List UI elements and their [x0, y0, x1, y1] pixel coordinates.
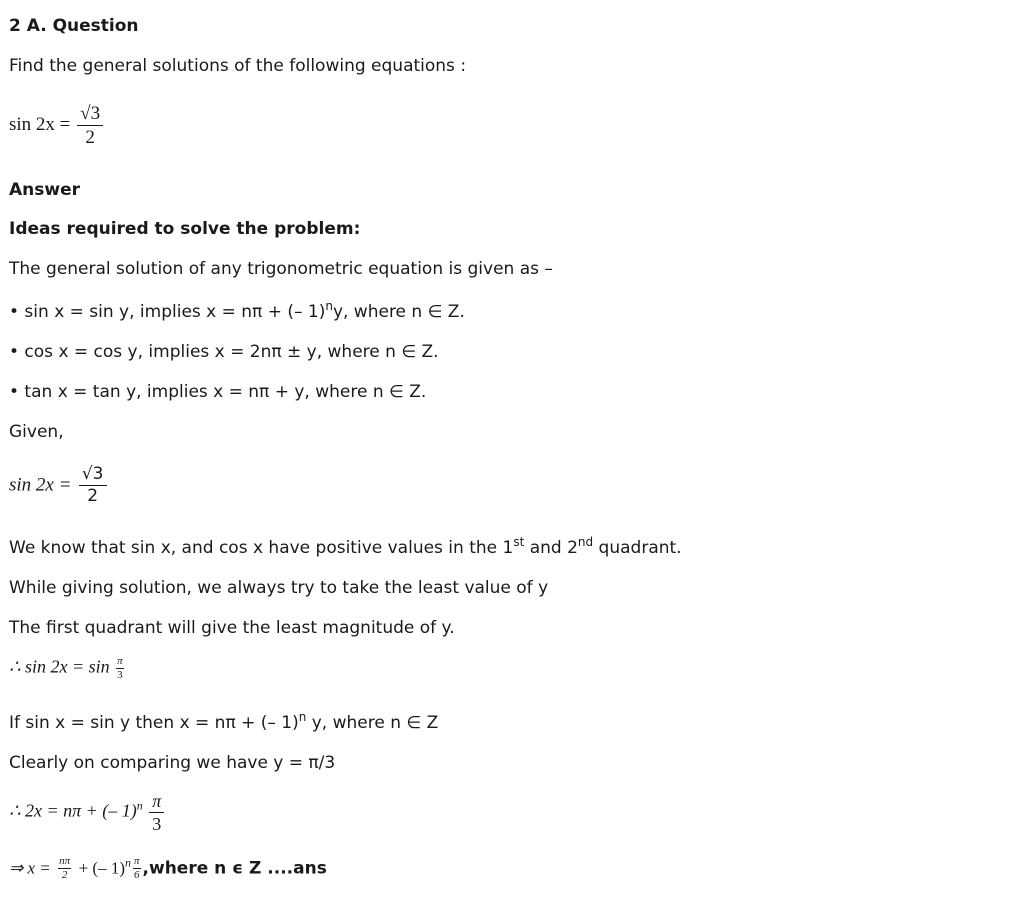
therefore-denominator: 3 — [117, 669, 123, 681]
step-fraction — [149, 792, 164, 833]
given-eq-denominator: 2 — [87, 486, 99, 506]
given-eq-fraction — [79, 466, 107, 505]
if-a: If sin x = sin y then x = nπ + (– 1) — [9, 713, 299, 733]
given-label: Given, — [9, 422, 64, 442]
final-tail: ,where n ϵ Z ....ans — [142, 858, 327, 879]
first-quadrant-statement: The first quadrant will give the least magnitude of y. — [9, 618, 455, 638]
step-numerator: π — [149, 792, 164, 813]
final-denominator-1: 2 — [61, 869, 68, 881]
final-arrow: ⇒ x = — [9, 858, 51, 878]
question-heading: 2 A. Question — [9, 16, 139, 36]
know-sup-nd: nd — [577, 535, 594, 549]
final-fraction-2 — [133, 856, 141, 881]
know-c: quadrant. — [593, 538, 682, 558]
know-sup-st: st — [513, 535, 525, 549]
bullet-sin — [9, 299, 465, 322]
therefore-lhs: ∴ sin 2x = sin — [9, 656, 110, 677]
bullet-sin-b: y, where n ∈ Z. — [332, 302, 465, 322]
step-sup: n — [136, 798, 143, 813]
if-b: y, where n ∈ Z — [306, 713, 439, 733]
therefore-fraction — [116, 656, 124, 681]
general-intro: The general solution of any trigonometric equation is given as – — [9, 259, 553, 279]
given-eq-numerator: √3 — [79, 466, 107, 486]
therefore-equation — [9, 656, 126, 681]
bullet-sin-sup: n — [325, 299, 333, 313]
bullet-cos: • cos x = cos y, implies x = 2nπ ± y, where n ∈ Z. — [9, 342, 439, 362]
final-numerator-1: nπ — [59, 855, 71, 867]
question-eq-denominator: 2 — [85, 127, 95, 148]
step-denominator: 3 — [152, 814, 162, 834]
least-value-statement: While giving solution, we always try to take the least value of y — [9, 578, 549, 598]
know-b: and 2 — [524, 538, 578, 558]
answer-heading: Answer — [9, 180, 80, 200]
ideas-heading: Ideas required to solve the problem: — [9, 219, 361, 239]
step-equation — [9, 792, 166, 833]
question-eq-numerator: √3 — [77, 104, 103, 126]
question-eq-fraction — [77, 104, 103, 147]
if-statement — [9, 710, 439, 733]
final-fraction-1 — [58, 856, 71, 881]
bullet-sin-a: • sin x = sin y, implies x = nπ + (– 1) — [9, 302, 326, 322]
comparing-statement: Clearly on comparing we have y = π/3 — [9, 753, 336, 773]
question-prompt: Find the general solutions of the following equations : — [9, 56, 467, 76]
know-statement — [9, 535, 682, 558]
final-mid: + (– 1) — [78, 858, 126, 878]
know-a: We know that sin x, and cos x have positive values in the 1 — [9, 538, 514, 558]
question-eq-lhs: sin 2x = — [9, 113, 71, 135]
given-eq-lhs: sin 2x = — [9, 474, 72, 496]
question-equation — [9, 104, 105, 147]
final-equation — [9, 856, 327, 881]
final-sup: n — [125, 855, 132, 870]
step-lhs: ∴ 2x = nπ + (– 1) — [9, 800, 137, 821]
final-numerator-2: π — [134, 855, 140, 867]
final-denominator-2: 6 — [134, 869, 140, 881]
bullet-tan: • tan x = tan y, implies x = nπ + y, where n ∈ Z. — [9, 382, 427, 402]
if-sup: n — [298, 710, 307, 724]
given-equation — [9, 466, 109, 505]
therefore-numerator: π — [117, 655, 123, 667]
